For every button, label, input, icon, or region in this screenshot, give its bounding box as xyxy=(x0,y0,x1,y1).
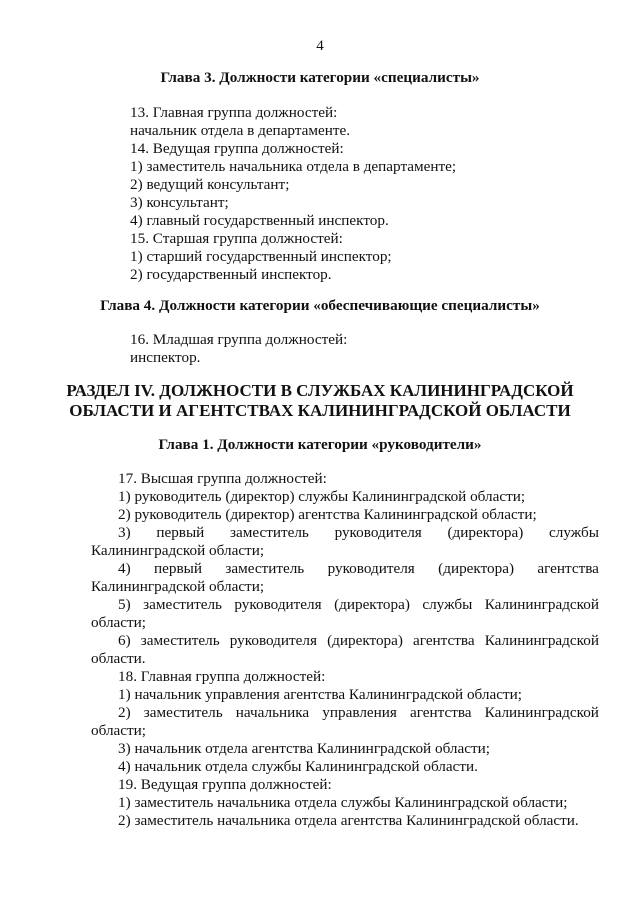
ch3-line-3: 14. Ведущая группа должностей: xyxy=(130,140,344,157)
group18-item2-first: 2) заместитель начальника управления агентства Калининградской xyxy=(118,704,599,721)
ch3-line-5: 2) ведущий консультант; xyxy=(130,176,290,193)
group18-item2-cont: области; xyxy=(91,722,146,739)
section4-title-line1: РАЗДЕЛ IV. ДОЛЖНОСТИ В СЛУЖБАХ КАЛИНИНГРАДСКОЙ xyxy=(66,381,574,400)
group18-item3: 3) начальник отдела агентства Калининградской области; xyxy=(118,740,490,757)
ch3-line-1: 13. Главная группа должностей: xyxy=(130,104,338,121)
group17-item5-first: 5) заместитель руководителя (директора) службы Калининградской xyxy=(118,596,599,613)
group17-item6-cont: области. xyxy=(91,650,146,667)
group18-item4: 4) начальник отдела службы Калининградской области. xyxy=(118,758,478,775)
group17-item4-cont: Калининградской области; xyxy=(91,578,265,595)
chapter4-title: Глава 4. Должности категории «обеспечивающие специалисты» xyxy=(100,297,540,314)
section4-title-line2: ОБЛАСТИ И АГЕНТСТВАХ КАЛИНИНГРАДСКОЙ ОБЛАСТИ xyxy=(69,401,571,420)
group18-item1: 1) начальник управления агентства Калининградской области; xyxy=(118,686,522,703)
group17-item5-cont: области; xyxy=(91,614,146,631)
group17-heading: 17. Высшая группа должностей: xyxy=(118,470,327,487)
group19-item1: 1) заместитель начальника отдела службы Калининградской области; xyxy=(118,794,568,811)
ch3-line-4: 1) заместитель начальника отдела в департаменте; xyxy=(130,158,457,175)
group19-item2: 2) заместитель начальника отдела агентства Калининградской области. xyxy=(118,812,579,829)
ch3-line-2: начальник отдела в департаменте. xyxy=(130,122,351,139)
group17-item4-first: 4) первый заместитель руководителя (директора) агентства xyxy=(118,560,599,577)
page-number: 4 xyxy=(316,38,324,54)
section4-chapter1-title: Глава 1. Должности категории «руководители» xyxy=(158,436,482,453)
group17-item3-first: 3) первый заместитель руководителя (директора) службы xyxy=(118,524,599,541)
ch3-line-6: 3) консультант; xyxy=(130,194,229,211)
group17-item6-first: 6) заместитель руководителя (директора) агентства Калининградской xyxy=(118,632,599,649)
chapter3-title: Глава 3. Должности категории «специалисты» xyxy=(160,69,480,86)
group17-item1: 1) руководитель (директор) службы Калининградской области; xyxy=(118,488,526,505)
ch3-line-7: 4) главный государственный инспектор. xyxy=(130,212,389,229)
group17-item2: 2) руководитель (директор) агентства Калининградской области; xyxy=(118,506,537,523)
group17-item3-cont: Калининградской области; xyxy=(91,542,265,559)
ch3-line-8: 15. Старшая группа должностей: xyxy=(130,230,343,247)
ch4-line-2: инспектор. xyxy=(130,349,201,366)
group18-heading: 18. Главная группа должностей: xyxy=(118,668,326,685)
ch3-line-10: 2) государственный инспектор. xyxy=(130,266,332,283)
group19-heading: 19. Ведущая группа должностей: xyxy=(118,776,332,793)
ch4-line-1: 16. Младшая группа должностей: xyxy=(130,331,348,348)
ch3-line-9: 1) старший государственный инспектор; xyxy=(130,248,392,265)
